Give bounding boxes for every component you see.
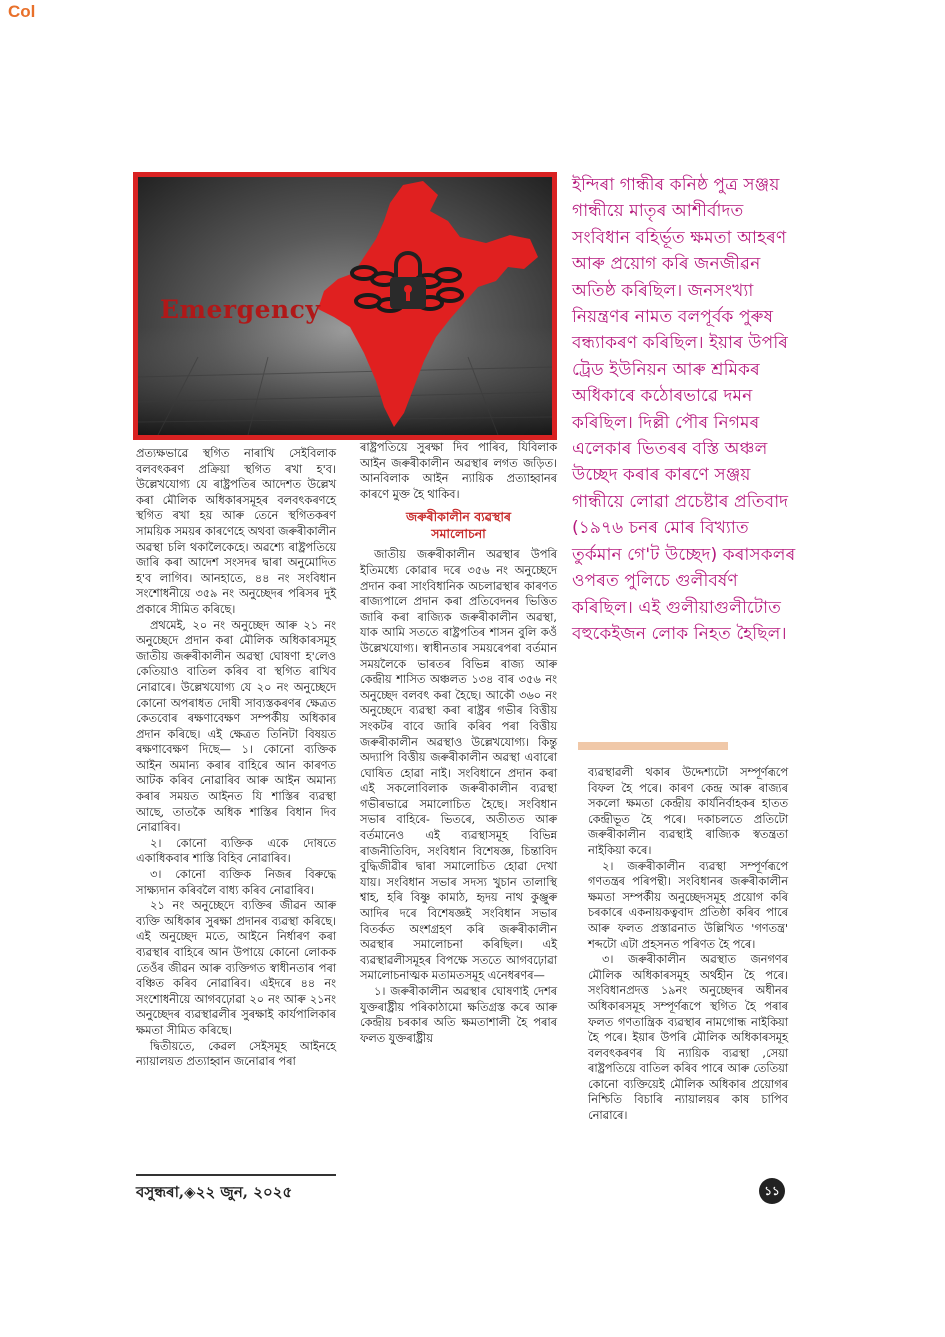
column-3 xyxy=(588,765,788,1124)
pull-quote-rule xyxy=(578,742,728,750)
pull-quote: ইন্দিৰা গান্ধীৰ কনিষ্ঠ পুত্ৰ সঞ্জয় গান্ধীয়ে মাতৃৰ আশীৰ্বাদত সংবিধান বহিৰ্ভূত ক্ষমতা আহৰণ আৰু প্ৰয়োগ কৰি জনজীৱন অতিষ্ঠ কৰিছিল। জনসংখ্যা নিয়ন্ত্ৰণৰ নামত বলপূৰ্বক পুৰুষ বন্ধ্যাকৰণ কৰিছিল। ইয়াৰ উপৰি ট্ৰেড ইউনিয়ন আৰু শ্ৰমিকৰ অধিকাৰে কঠোৰভাৱে দমন কৰিছিল। দিল্লী পৌৰ নিগমৰ এলেকাৰ ভিতৰৰ বস্তি অঞ্চল উচ্ছেদ কৰাৰ কাৰণে সঞ্জয় গান্ধীয়ে লোৱা প্ৰচেষ্টাৰ প্ৰতিবাদ (১৯৭৬ চনৰ মোৰ বিখ্যাত তুৰ্কমান গে'ট উচ্ছেদ) কৰাসকলৰ ওপৰত পুলিচে গুলীবৰ্ষণ কৰিছিল। এই গুলীয়াগুলীটোত বহুকেইজন লোক নিহত হৈছিল। xyxy=(572,175,796,644)
paragraph: ৩। জৰুৰীকালীন অৱস্থাত জনগণৰ মৌলিক অধিকাৰসমূহ অৰ্থহীন হৈ পৰে। সংবিধানপ্ৰদত্ত ১৯নং অনুচ্ছেদৰ অধীনৰ অধিকাৰসমূহ সম্পূৰ্ণৰূপে স্থগিত হৈ পৰাৰ ফলত গণতান্ত্ৰিক ব্যৱস্থাৰ নামগোন্ধ নাইকিয়া হৈ পৰে। ইয়াৰ উপৰি মৌলিক অধিকাৰসমূহ বলবৎকৰণৰ যি ন্যায়িক ব্যৱস্থা ,সেয়া ৰাষ্ট্ৰপতিয়ে বাতিল কৰিব পাৰে আৰু তেতিয়া কোনো ব্যক্তিয়েই মৌলিক অধিকাৰ প্ৰয়োগৰ নিশ্চিতি বিচাৰি ন্যায়ালয়ৰ কাষ চাপিব নোৱাৰে। xyxy=(588,953,788,1123)
paragraph: ৩। কোনো ব্যক্তিক নিজৰ বিৰুদ্ধে সাক্ষ্যদান কৰিবলৈ বাধ্য কৰিব নোৱাৰিব। xyxy=(136,868,336,897)
paragraph: ২। জৰুৰীকালীন ব্যৱস্থা সম্পূৰ্ণৰূপে গণতন্ত্ৰৰ পৰিপন্থী। সংবিধানৰ জৰুৰীকালীন ক্ষমতা সম্পৰ্কীয় অনুচ্ছেদসমূহ প্ৰয়োগ কৰি চৰকাৰে একনায়কত্ববাদ প্ৰতিষ্ঠা কৰিব পাৰে আৰু ফলত প্ৰস্তাৱনাত উল্লিখিত 'গণতন্ত্ৰ' শব্দটো এটা প্ৰহসনত পৰিণত হৈ পৰে। xyxy=(588,859,788,951)
column-1 xyxy=(136,446,336,1070)
corner-label: Col xyxy=(8,2,36,21)
footer-rule xyxy=(136,1174,336,1176)
paragraph: ব্যৱস্থাৱলী থকাৰ উদ্দেশ্যটো সম্পূৰ্ণৰূপে বিফল হৈ পৰে। কাৰণ কেন্দ্ৰ আৰু ৰাজ্যৰ সকলো ক্ষমতা কেন্দ্ৰীয় কাৰ্যনিৰ্বাহকৰ হাতত কেন্দ্ৰীভূত হৈ পৰে। দকাচলতে প্ৰতিটো জৰুৰীকালীন ব্যৱস্থাই ৰাজ্যিক স্বতন্ত্ৰতা নাইকিয়া কৰে। xyxy=(588,766,788,857)
paragraph: প্ৰত্যক্ষভাৱে স্থগিত নাৰাখি সেইবিলাক বলবৎকৰণ প্ৰক্ৰিয়া স্থগিত ৰখা হ'ব। উল্লেখযোগ্য যে ৰাষ্ট্ৰপতিৰ আদেশত উল্লেখ কৰা মৌলিক অধিকাৰসমূহৰ বলবৎকৰণহে স্থগিত ৰখা হয় আৰু তেনে স্থগিতকৰণ সাময়িক সময়ৰ কাৰণেহে অথবা জৰুৰীকালীন অৱস্থা চলি থকালৈকেহে। অৱশ্যে ৰাষ্ট্ৰপতিয়ে জাৰি কৰা আদেশ সংসদৰ দ্বাৰা অনুমোদিত হ'ব লাগিব। আনহাতে, ৪৪ নং সংবিধান সংশোধনীয়ে ৩৫৯ নং অনুচ্ছেদৰ পৰিসৰ দুই প্ৰকাৰে সীমিত কৰিছে। xyxy=(136,447,336,616)
page-number: ১১ xyxy=(759,1178,785,1204)
paragraph: ১। জৰুৰীকালীন অৱস্থাৰ ঘোষণাই দেশৰ যুক্তৰাষ্ট্ৰীয় পৰিকাঠামো ক্ষতিগ্ৰস্ত কৰে আৰু কেন্দ্ৰীয় চৰকাৰ অতি ক্ষমতাশালী হৈ পৰাৰ ফলত যুক্তৰাষ্ট্ৰীয় xyxy=(360,985,557,1045)
footer-masthead: বসুন্ধৰা,◈২২ জুন, ২০২৫ xyxy=(136,1183,293,1201)
paragraph: ৰাষ্ট্ৰপতিয়ে সুৰক্ষা দিব পাৰিব, যিবিলাক আইন জৰুৰীকালীন অৱস্থাৰ লগত জড়িত। আনবিলাক আইন ন্যায়িক প্ৰত্যাহ্বানৰ কাৰণে মুক্ত হৈ থাকিব। xyxy=(360,441,557,501)
section-heading: জৰুৰীকালীন ব্যৱস্থাৰ সমালোচনা xyxy=(405,509,512,542)
emergency-caption: Emergency xyxy=(160,295,321,324)
paragraph: জাতীয় জৰুৰীকালীন অৱস্থাৰ উপৰি ইতিমধ্যে কোৱাৰ দৰে ৩৫৬ নং অনুচ্ছেদে প্ৰদান কৰা সাংবিধানিক অচলাৱস্থাৰ কাৰণত ৰাজ্যপালে প্ৰদান কৰা প্ৰতিবেদনৰ ভিত্তিত জাৰি কৰা ৰাজ্যিক জৰুৰীকালীন অৱস্থা, যাক আমি সততে ৰাষ্ট্ৰপতিৰ শাসন বুলি কওঁ উল্লেখযোগ্য। স্বাধীনতাৰ সময়ৰেপৰা বৰ্তমান সময়লৈকে ভাৰতৰ বিভিন্ন ৰাজ্য আৰু কেন্দ্ৰীয় শাসিত অঞ্চলত ১৩৪ বাৰ ৩৫৬ নং অনুচ্ছেদ বলবৎ কৰা হৈছে। আকৌ ৩৬০ নং অনুচ্ছেদে ব্যৱস্থা কৰা ৰাষ্ট্ৰৰ গভীৰ বিত্তীয় সংকটৰ বাবে জাৰি কৰিব পৰা বিত্তীয় জৰুৰীকালীন অৱস্থাও উল্লেখযোগ্য। কিন্তু অদ্যাপি বিত্তীয় জৰুৰীকালীন অৱস্থা এবাৰো ঘোষিত হোৱা নাই। সংবিধানে প্ৰদান কৰা এই সকলোবিলাক জৰুৰীকালীন ব্যৱস্থা গভীৰভাৱে সমালোচিত হৈছে। সংবিধান সভাৰ বাহিৰে- ভিতৰে, অতীতত আৰু বৰ্তমানেও এই ব্যৱস্থাসমূহ বিভিন্ন ৰাজনীতিবিদ, সংবিধান বিশেষজ্ঞ, চিন্তাবিদ বুদ্ধিজীৱীৰ দ্বাৰা সমালোচিত হোৱা দেখা যায়। সংবিধান সভাৰ সদস্য খুচান তালাস্থি শ্বাহ, হৰি বিষ্ণু কামাঠ, হৃদয় নাথ কুঞ্জুৰু আদিৰ দৰে বিশেষজ্ঞই সংবিধান সভাৰ বিতৰ্কত অংশগ্ৰহণ কৰি জৰুৰীকালীন অৱস্থাৰ সমালোচনা কৰিছিল। এই ব্যৱস্থাৱলীসমূহৰ বিপক্ষে সততে আগবঢ়োৱা সমালোচনাত্মক মতামতসমূহ এনেধৰণৰ— xyxy=(360,548,557,983)
paragraph: ২১ নং অনুচ্ছেদে ব্যক্তিৰ জীৱন আৰু ব্যক্তি অধিকাৰ সুৰক্ষা প্ৰদানৰ ব্যৱস্থা কৰিছে। এই অনুচ্ছেদ মতে, আইনে নিৰ্ধাৰণ কৰা ব্যৱস্থাৰ বাহিৰে আন উপায়ে কোনো লোকক তেওঁৰ জীৱন আৰু ব্যক্তিগত স্বাধীনতাৰ পৰা বঞ্চিত কৰিব নোৱাৰিব। এইদৰে ৪৪ নং সংশোধনীয়ে আগবঢ়োৱা ২০ নং আৰু ২১নং অনুচ্ছেদৰ ব্যৱস্থাৱলীৰ সুৰক্ষাই কাৰ্যপালিকাৰ ক্ষমতা সীমিত কৰিছে। xyxy=(136,899,336,1037)
paragraph: প্ৰথমেই, ২০ নং অনুচ্ছেদ আৰু ২১ নং অনুচ্ছেদে প্ৰদান কৰা মৌলিক অধিকাৰসমূহ জাতীয় জৰুৰীকালীন অৱস্থা ঘোষণা হ'লেও কেতিয়াও বাতিল কৰিব বা স্থগিত ৰাখিব নোৱাৰে। উল্লেখযোগ্য যে ২০ নং অনুচ্ছেদে কোনো অপৰাধত দোষী সাব্যস্তকৰণৰ ক্ষেত্ৰত কেতবোৰ ৰক্ষণাবেক্ষণ সম্পৰ্কীয় অধিকাৰ প্ৰদান কৰিছে। এই ক্ষেত্ৰত তিনিটা বিষয়ত ৰক্ষণাবেক্ষণ দিছে— ১। কোনো ব্যক্তিক আইন অমান্য কৰাৰ বাহিৰে আন কাৰণত আটক কৰিব নোৱাৰিব আৰু আইন অমান্য কৰাৰ সময়ত আইনত যি শাস্তিৰ ব্যৱস্থা আছে, তাতকৈ অধিক শাস্তিৰ বিধান দিব নোৱাৰিব। xyxy=(136,618,336,835)
paragraph: ২। কোনো ব্যক্তিক একে দোষতে একাধিকবাৰ শাস্তি বিহিব নোৱাৰিব। xyxy=(136,836,336,866)
column-2 xyxy=(360,178,557,1046)
paragraph: দ্বিতীয়তে, কেৱল সেইসমূহ আইনহে ন্যায়ালয়ত প্ৰত্যাহ্বান জনোৱাৰ পৰা xyxy=(136,1039,336,1069)
